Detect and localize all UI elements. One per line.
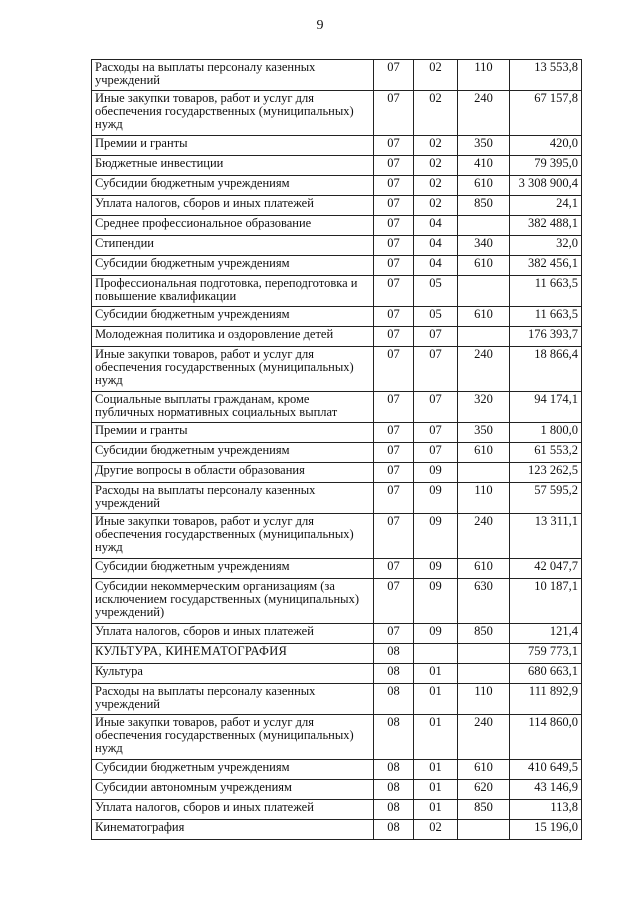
row-subsection: 09 xyxy=(414,483,458,514)
row-subsection: 05 xyxy=(414,307,458,327)
row-section: 07 xyxy=(374,176,414,196)
row-subsection: 04 xyxy=(414,216,458,236)
row-name: Премии и гранты xyxy=(92,423,374,443)
table-row xyxy=(92,559,582,579)
row-section: 07 xyxy=(374,136,414,156)
row-expense-type: 610 xyxy=(458,760,510,780)
row-amount: 15 196,0 xyxy=(510,820,582,840)
row-amount: 61 553,2 xyxy=(510,443,582,463)
row-section: 08 xyxy=(374,715,414,760)
row-subsection: 07 xyxy=(414,443,458,463)
row-subsection: 01 xyxy=(414,684,458,715)
row-expense-type xyxy=(458,820,510,840)
row-expense-type: 240 xyxy=(458,91,510,136)
table-row xyxy=(92,624,582,644)
table-row xyxy=(92,684,582,715)
row-subsection: 07 xyxy=(414,392,458,423)
row-name: Профессиональная подготовка, переподготовка и повышение квалификации xyxy=(92,276,374,307)
row-section: 07 xyxy=(374,196,414,216)
row-expense-type: 320 xyxy=(458,392,510,423)
row-expense-type xyxy=(458,216,510,236)
table-row xyxy=(92,760,582,780)
row-amount: 123 262,5 xyxy=(510,463,582,483)
table-row xyxy=(92,514,582,559)
row-expense-type: 610 xyxy=(458,307,510,327)
table-row xyxy=(92,347,582,392)
row-amount: 13 311,1 xyxy=(510,514,582,559)
row-section: 07 xyxy=(374,327,414,347)
row-section: 07 xyxy=(374,307,414,327)
table-row xyxy=(92,256,582,276)
row-amount: 94 174,1 xyxy=(510,392,582,423)
table-row xyxy=(92,780,582,800)
row-subsection: 04 xyxy=(414,256,458,276)
table-row xyxy=(92,307,582,327)
row-name: Субсидии автономным учреждениям xyxy=(92,780,374,800)
row-section: 08 xyxy=(374,684,414,715)
row-section: 07 xyxy=(374,579,414,624)
row-subsection: 02 xyxy=(414,60,458,91)
row-name: Культура xyxy=(92,664,374,684)
row-amount: 680 663,1 xyxy=(510,664,582,684)
row-amount: 11 663,5 xyxy=(510,276,582,307)
table-row xyxy=(92,820,582,840)
row-expense-type: 610 xyxy=(458,559,510,579)
row-amount: 121,4 xyxy=(510,624,582,644)
row-section: 07 xyxy=(374,559,414,579)
row-expense-type: 340 xyxy=(458,236,510,256)
row-name: Расходы на выплаты персоналу казенных учреждений xyxy=(92,483,374,514)
row-name: Социальные выплаты гражданам, кроме публичных нормативных социальных выплат xyxy=(92,392,374,423)
row-amount: 79 395,0 xyxy=(510,156,582,176)
table-row xyxy=(92,423,582,443)
row-subsection: 01 xyxy=(414,780,458,800)
row-section: 07 xyxy=(374,514,414,559)
row-name: Уплата налогов, сборов и иных платежей xyxy=(92,624,374,644)
row-subsection: 09 xyxy=(414,624,458,644)
row-expense-type: 240 xyxy=(458,347,510,392)
row-section: 07 xyxy=(374,347,414,392)
table-row xyxy=(92,800,582,820)
row-section: 07 xyxy=(374,91,414,136)
table-row xyxy=(92,664,582,684)
row-amount: 43 146,9 xyxy=(510,780,582,800)
row-amount: 3 308 900,4 xyxy=(510,176,582,196)
row-section: 07 xyxy=(374,483,414,514)
row-expense-type: 240 xyxy=(458,514,510,559)
row-section: 07 xyxy=(374,443,414,463)
row-amount: 67 157,8 xyxy=(510,91,582,136)
row-name: Субсидии бюджетным учреждениям xyxy=(92,760,374,780)
row-subsection: 01 xyxy=(414,715,458,760)
row-name: Бюджетные инвестиции xyxy=(92,156,374,176)
row-section: 08 xyxy=(374,780,414,800)
row-section: 08 xyxy=(374,820,414,840)
row-expense-type xyxy=(458,644,510,664)
row-amount: 32,0 xyxy=(510,236,582,256)
row-subsection: 09 xyxy=(414,579,458,624)
row-expense-type: 850 xyxy=(458,800,510,820)
row-amount: 420,0 xyxy=(510,136,582,156)
row-section: 08 xyxy=(374,800,414,820)
row-amount: 114 860,0 xyxy=(510,715,582,760)
row-expense-type: 410 xyxy=(458,156,510,176)
row-amount: 10 187,1 xyxy=(510,579,582,624)
table-row xyxy=(92,715,582,760)
row-subsection: 01 xyxy=(414,760,458,780)
row-subsection: 01 xyxy=(414,664,458,684)
row-subsection: 07 xyxy=(414,423,458,443)
table-row xyxy=(92,443,582,463)
row-amount: 57 595,2 xyxy=(510,483,582,514)
table-row xyxy=(92,327,582,347)
table-row xyxy=(92,91,582,136)
row-subsection: 01 xyxy=(414,800,458,820)
row-name: Расходы на выплаты персоналу казенных учреждений xyxy=(92,684,374,715)
budget-table xyxy=(91,59,582,840)
row-expense-type: 350 xyxy=(458,136,510,156)
row-expense-type: 850 xyxy=(458,196,510,216)
table-row xyxy=(92,579,582,624)
row-subsection: 04 xyxy=(414,236,458,256)
row-subsection: 02 xyxy=(414,176,458,196)
table-row xyxy=(92,236,582,256)
row-subsection xyxy=(414,644,458,664)
row-name: Иные закупки товаров, работ и услуг для обеспечения государственных (муниципальных) нужд xyxy=(92,91,374,136)
row-subsection: 02 xyxy=(414,820,458,840)
row-name: Субсидии бюджетным учреждениям xyxy=(92,443,374,463)
row-expense-type: 850 xyxy=(458,624,510,644)
row-amount: 410 649,5 xyxy=(510,760,582,780)
table-row xyxy=(92,392,582,423)
row-expense-type: 110 xyxy=(458,60,510,91)
row-amount: 24,1 xyxy=(510,196,582,216)
row-expense-type: 620 xyxy=(458,780,510,800)
row-subsection: 09 xyxy=(414,514,458,559)
row-expense-type xyxy=(458,463,510,483)
row-amount: 13 553,8 xyxy=(510,60,582,91)
table-row xyxy=(92,136,582,156)
row-amount: 42 047,7 xyxy=(510,559,582,579)
row-section: 08 xyxy=(374,760,414,780)
row-name: Кинематография xyxy=(92,820,374,840)
row-section: 07 xyxy=(374,256,414,276)
row-subsection: 02 xyxy=(414,136,458,156)
table-row xyxy=(92,483,582,514)
row-section: 07 xyxy=(374,156,414,176)
row-subsection: 07 xyxy=(414,327,458,347)
row-expense-type: 110 xyxy=(458,684,510,715)
row-name: Среднее профессиональное образование xyxy=(92,216,374,236)
row-subsection: 09 xyxy=(414,463,458,483)
row-amount: 113,8 xyxy=(510,800,582,820)
row-name: Субсидии бюджетным учреждениям xyxy=(92,559,374,579)
row-name: Молодежная политика и оздоровление детей xyxy=(92,327,374,347)
row-section: 07 xyxy=(374,392,414,423)
row-subsection: 09 xyxy=(414,559,458,579)
row-name: Премии и гранты xyxy=(92,136,374,156)
table-row xyxy=(92,156,582,176)
table-row xyxy=(92,196,582,216)
row-amount: 111 892,9 xyxy=(510,684,582,715)
row-name: Расходы на выплаты персоналу казенных учреждений xyxy=(92,60,374,91)
row-name: Иные закупки товаров, работ и услуг для обеспечения государственных (муниципальных) нужд xyxy=(92,715,374,760)
row-name: Стипендии xyxy=(92,236,374,256)
row-section: 07 xyxy=(374,216,414,236)
row-subsection: 07 xyxy=(414,347,458,392)
row-section: 08 xyxy=(374,644,414,664)
table-row xyxy=(92,216,582,236)
row-section: 07 xyxy=(374,423,414,443)
row-expense-type: 240 xyxy=(458,715,510,760)
row-name: Иные закупки товаров, работ и услуг для обеспечения государственных (муниципальных) нужд xyxy=(92,514,374,559)
row-amount: 176 393,7 xyxy=(510,327,582,347)
row-amount: 1 800,0 xyxy=(510,423,582,443)
table-row xyxy=(92,176,582,196)
row-expense-type: 610 xyxy=(458,176,510,196)
row-amount: 11 663,5 xyxy=(510,307,582,327)
row-subsection: 05 xyxy=(414,276,458,307)
row-name: Уплата налогов, сборов и иных платежей xyxy=(92,196,374,216)
row-expense-type xyxy=(458,276,510,307)
row-expense-type: 610 xyxy=(458,443,510,463)
row-amount: 382 456,1 xyxy=(510,256,582,276)
row-section: 08 xyxy=(374,664,414,684)
table-row xyxy=(92,463,582,483)
row-section: 07 xyxy=(374,463,414,483)
row-amount: 759 773,1 xyxy=(510,644,582,664)
row-section: 07 xyxy=(374,624,414,644)
row-expense-type xyxy=(458,327,510,347)
row-name: Субсидии некоммерческим организациям (за исключением государственных (муниципальных) учреждений) xyxy=(92,579,374,624)
row-amount: 18 866,4 xyxy=(510,347,582,392)
row-section: 07 xyxy=(374,276,414,307)
row-subsection: 02 xyxy=(414,156,458,176)
row-name: Иные закупки товаров, работ и услуг для обеспечения государственных (муниципальных) нужд xyxy=(92,347,374,392)
table-row xyxy=(92,276,582,307)
row-name: КУЛЬТУРА, КИНЕМАТОГРАФИЯ xyxy=(92,644,374,664)
row-name: Субсидии бюджетным учреждениям xyxy=(92,176,374,196)
row-name: Субсидии бюджетным учреждениям xyxy=(92,256,374,276)
row-amount: 382 488,1 xyxy=(510,216,582,236)
row-name: Уплата налогов, сборов и иных платежей xyxy=(92,800,374,820)
row-name: Другие вопросы в области образования xyxy=(92,463,374,483)
row-subsection: 02 xyxy=(414,196,458,216)
row-expense-type: 630 xyxy=(458,579,510,624)
row-section: 07 xyxy=(374,60,414,91)
table-row xyxy=(92,60,582,91)
row-expense-type xyxy=(458,664,510,684)
table-row xyxy=(92,644,582,664)
row-expense-type: 110 xyxy=(458,483,510,514)
row-subsection: 02 xyxy=(414,91,458,136)
row-expense-type: 610 xyxy=(458,256,510,276)
row-expense-type: 350 xyxy=(458,423,510,443)
page-number: 9 xyxy=(316,18,324,33)
row-name: Субсидии бюджетным учреждениям xyxy=(92,307,374,327)
row-section: 07 xyxy=(374,236,414,256)
